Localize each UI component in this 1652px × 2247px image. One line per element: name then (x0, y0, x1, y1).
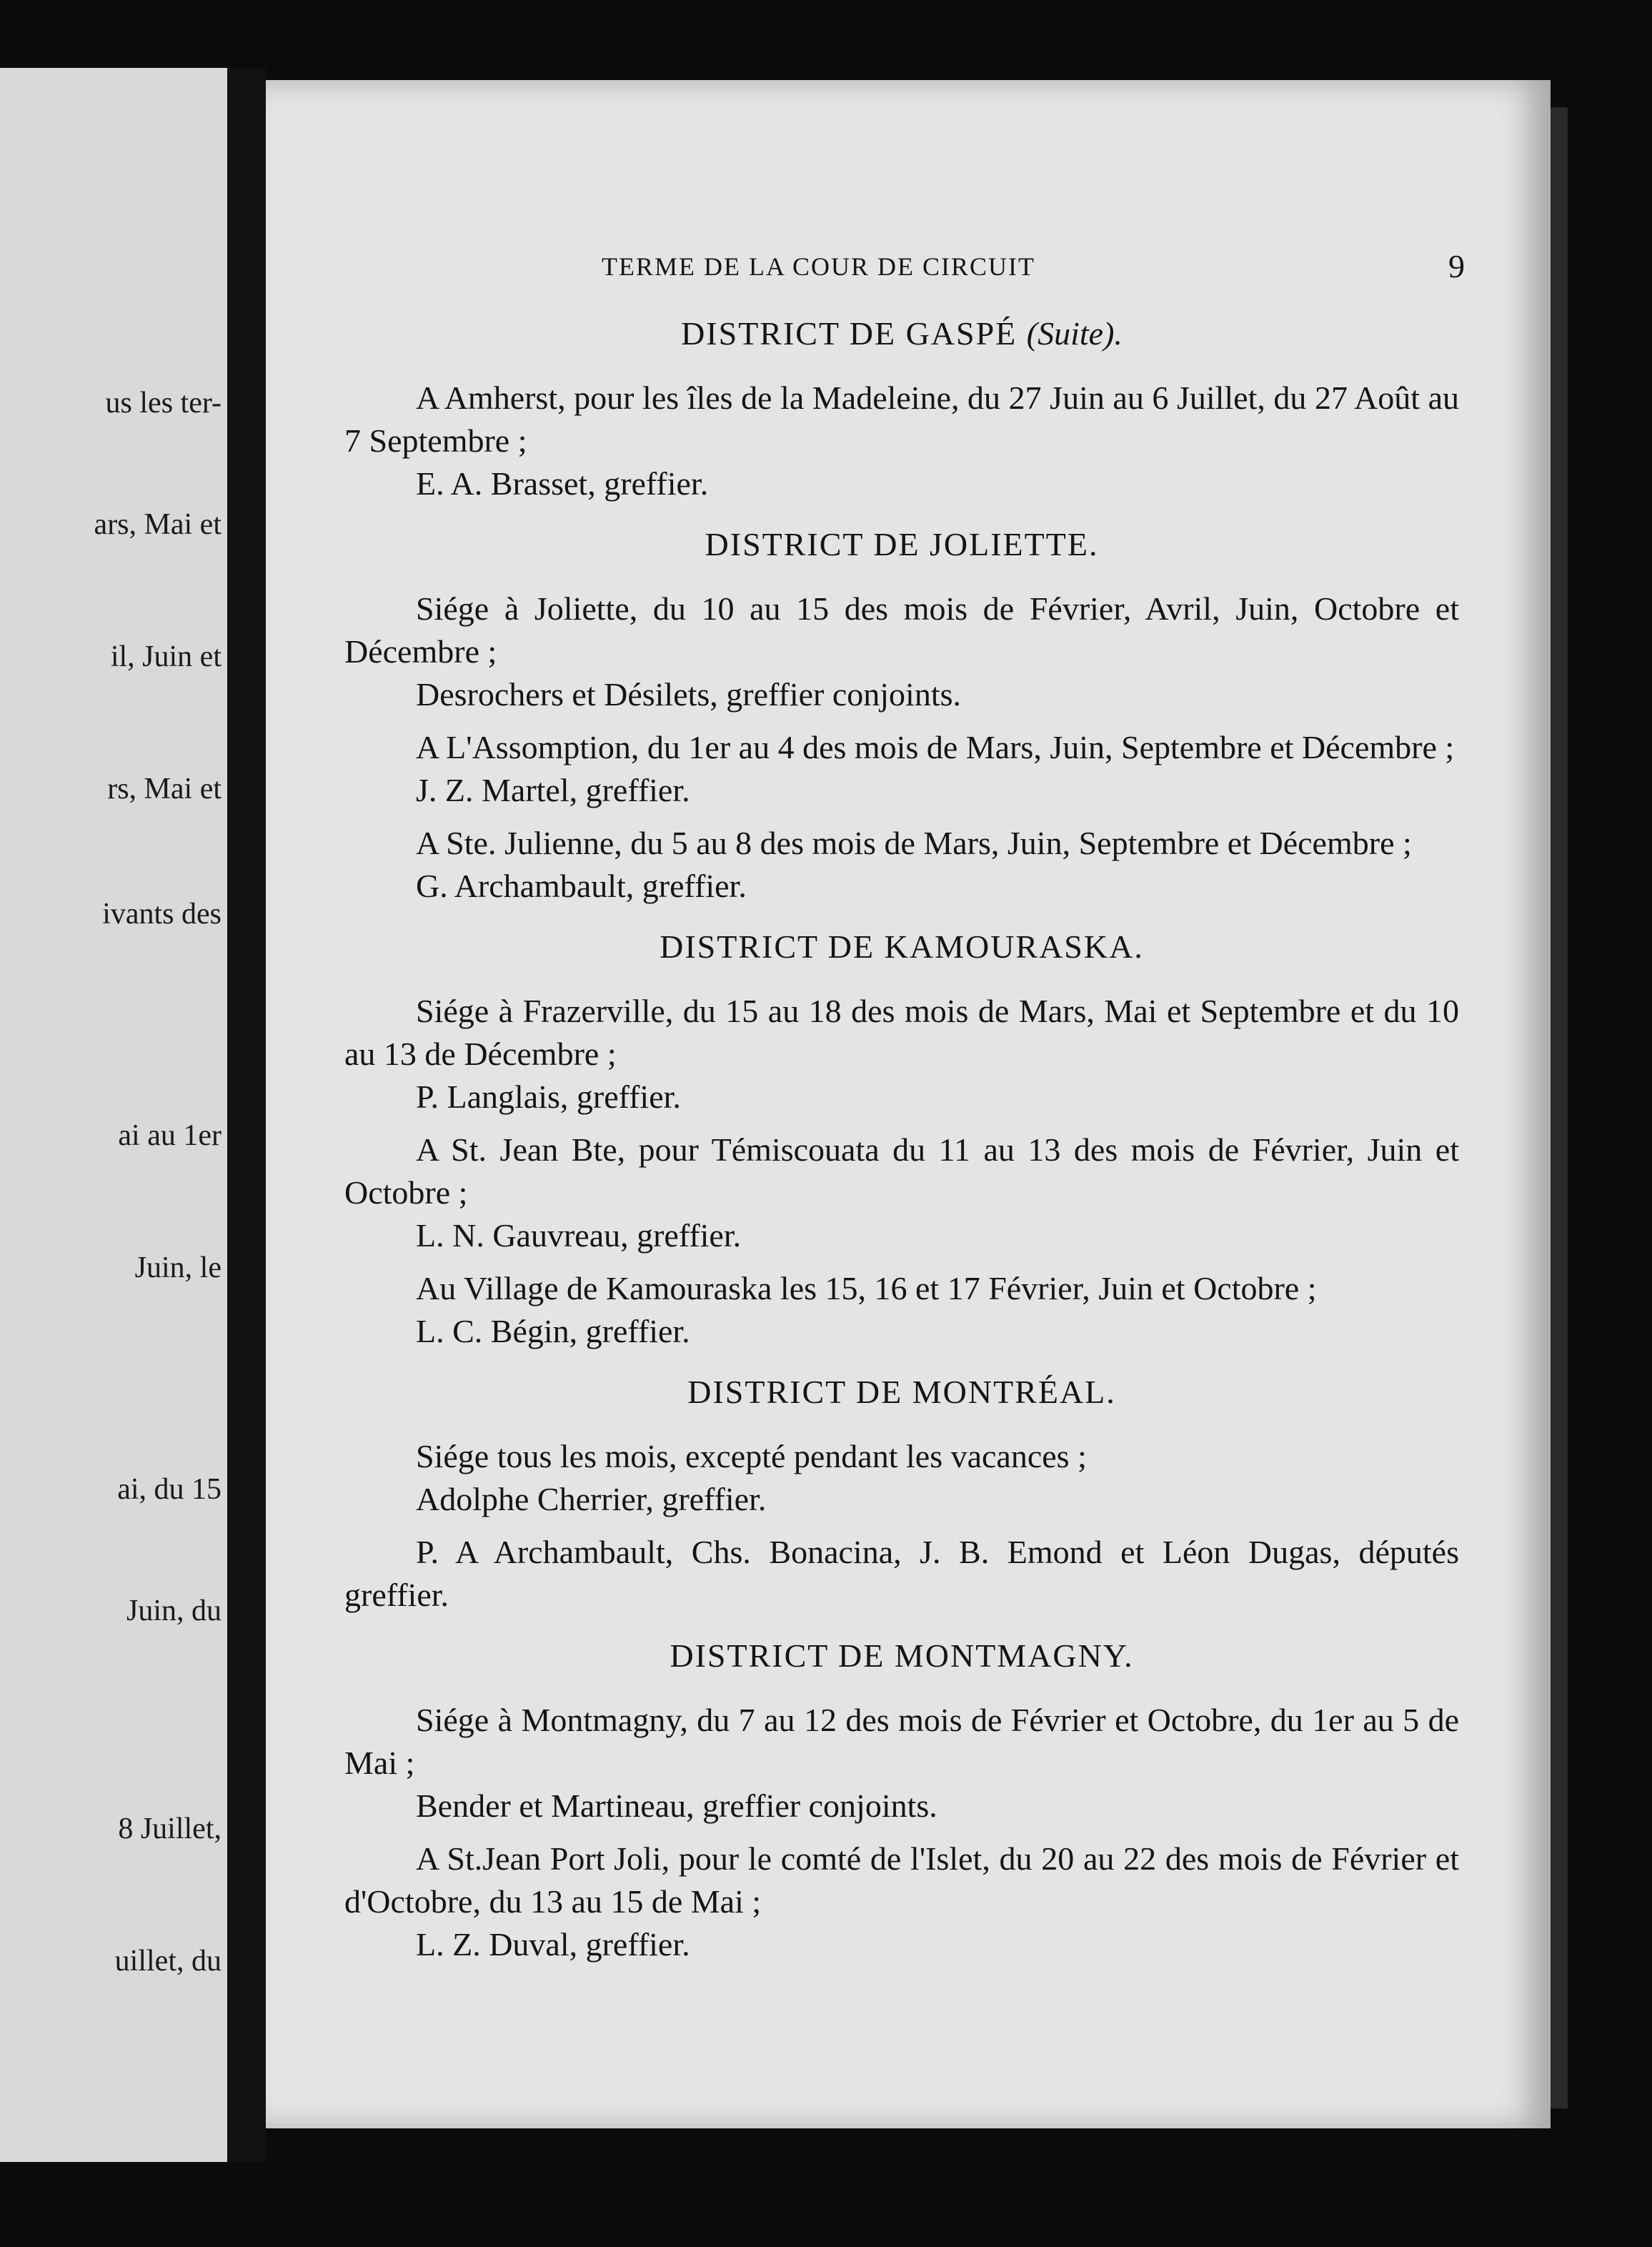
left-fragment-line: ivants des (102, 898, 222, 931)
district-heading (344, 1373, 1459, 1411)
district-heading (344, 928, 1459, 966)
running-head-title: TERME DE LA COUR DE CIRCUIT (602, 252, 1035, 281)
left-fragment-line: 8 Juillet, (118, 1812, 222, 1845)
clerk-name: Bender et Martineau, greffier conjoints. (416, 1787, 937, 1824)
court-sitting-entry: Siége à Frazerville, du 15 au 18 des mois de Mars, Mai et Septembre et du 10 au 13 de Décembre ; (344, 993, 1459, 1072)
court-sitting-entry: A St. Jean Bte, pour Témiscouata du 11 au 13 des mois de Février, Juin et Octobre ; (344, 1131, 1459, 1211)
left-page-fragment (0, 68, 227, 2162)
page-content (344, 248, 1466, 1976)
clerk-name: L. C. Bégin, greffier. (416, 1313, 690, 1349)
court-sitting-entry: Siége à Montmagny, du 7 au 12 des mois de Février et Octobre, du 1er au 5 de Mai ; (344, 1702, 1459, 1781)
left-fragment-line: ai au 1er (118, 1119, 222, 1152)
district-list (344, 314, 1459, 1966)
court-sitting-entry: A Amherst, pour les îles de la Madeleine, du 27 Juin au 6 Juillet, du 27 Août au 7 Septembre ; (344, 380, 1459, 459)
clerk-name: L. N. Gauvreau, greffier. (416, 1217, 742, 1254)
left-fragment-line: il, Juin et (110, 640, 222, 673)
page-gutter (227, 68, 266, 2162)
clerk-name: J. Z. Martel, greffier. (416, 772, 690, 808)
left-fragment-line: rs, Mai et (107, 773, 222, 805)
left-fragment-line: us les ter- (105, 387, 222, 420)
district-heading (344, 314, 1459, 352)
clerk-name: L. Z. Duval, greffier. (416, 1926, 690, 1963)
clerk-name: E. A. Brasset, greffier. (416, 465, 709, 502)
left-fragment-line: uillet, du (114, 1945, 222, 1978)
left-fragment-line: Juin, le (134, 1251, 222, 1284)
clerk-name: Adolphe Cherrier, greffier. (416, 1481, 767, 1517)
district-heading (344, 525, 1459, 563)
district-heading-text: DISTRICT DE JOLIETTE. (705, 526, 1099, 562)
court-sitting-entry: Siége à Joliette, du 10 au 15 des mois de Février, Avril, Juin, Octobre et Décembre ; (344, 590, 1459, 670)
district-heading-text: DISTRICT DE GASPÉ (681, 315, 1017, 352)
district-heading-text: DISTRICT DE KAMOURASKA. (660, 928, 1144, 965)
court-sitting-entry: A Ste. Julienne, du 5 au 8 des mois de Mars, Juin, Septembre et Décembre ; (416, 825, 1412, 861)
district-heading-text: DISTRICT DE MONTMAGNY. (670, 1637, 1134, 1674)
book-page (266, 80, 1551, 2128)
clerk-name: P. Langlais, greffier. (416, 1078, 681, 1115)
left-fragment-line: ars, Mai et (94, 508, 222, 541)
district-heading (344, 1637, 1459, 1675)
court-sitting-entry: A L'Assomption, du 1er au 4 des mois de Mars, Juin, Septembre et Décembre ; (416, 729, 1455, 765)
clerk-name: Desrochers et Désilets, greffier conjoints. (416, 676, 962, 713)
court-sitting-entry: Siége tous les mois, excepté pendant les vacances ; (416, 1438, 1087, 1474)
page-edge (1551, 107, 1568, 2108)
page-number: 9 (1448, 248, 1466, 284)
district-heading-text: DISTRICT DE MONTRÉAL. (687, 1374, 1116, 1410)
left-fragment-line: Juin, du (126, 1594, 222, 1627)
left-fragment-line: ai, du 15 (117, 1473, 222, 1506)
clerk-name: G. Archambault, greffier. (416, 868, 747, 904)
district-heading-suffix: (Suite). (1026, 315, 1123, 352)
court-sitting-entry: Au Village de Kamouraska les 15, 16 et 17 Février, Juin et Octobre ; (416, 1270, 1317, 1306)
court-sitting-entry: P. A Archambault, Chs. Bonacina, J. B. Emond et Léon Dugas, députés greffier. (344, 1534, 1459, 1613)
court-sitting-entry: A St.Jean Port Joli, pour le comté de l'Islet, du 20 au 22 des mois de Février et d'Octobre, du 13 au 15 de Mai ; (344, 1840, 1459, 1920)
running-head (344, 248, 1466, 294)
